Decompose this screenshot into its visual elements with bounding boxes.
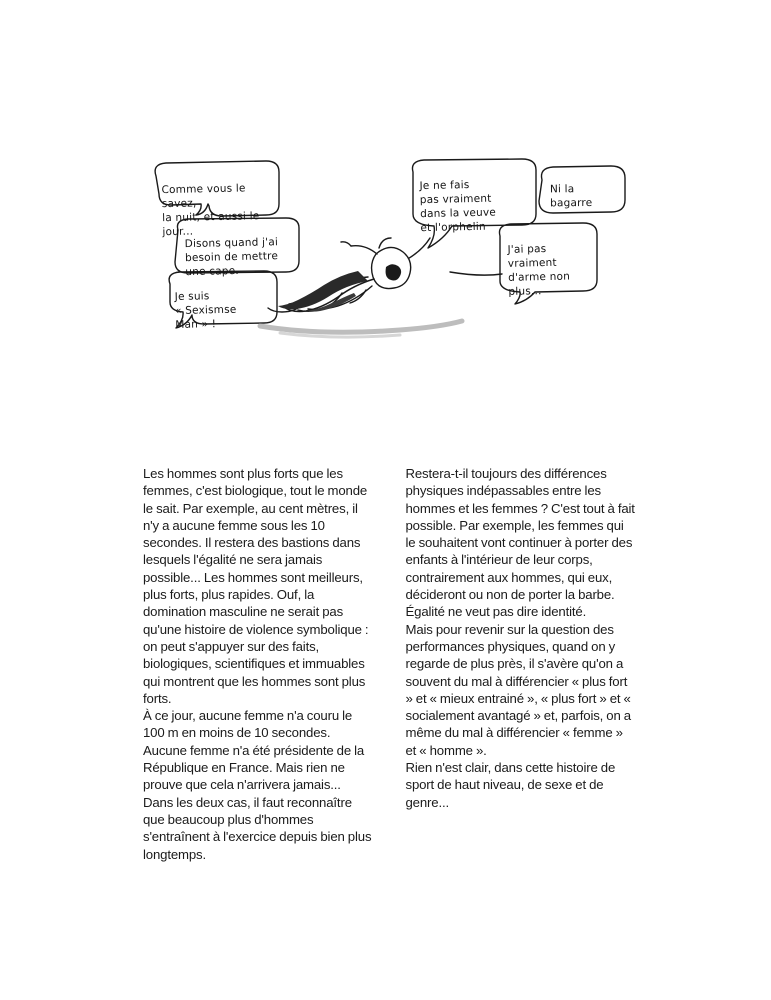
paragraph: Restera-t-il toujours des différences physiques indépassables entre les hommes et les femmes ? C'est tout à fait possible. Par exemple, les femmes qui le souhaitent vont continuer à porter des enfants à l'intérieur de leur corps, contrairement aux hommes, qui eux, décideront ou non de porter la barbe. Égalité ne veut pas dire identité.	[405, 466, 635, 620]
right-column	[406, 465, 636, 863]
paragraph: À ce jour, aucune femme n'a couru le 100 m en moins de 10 secondes. Aucune femme n'a été présidente de la République en France. Mais rien ne prouve que cela n'arrivera jamais... Dans les deux cas, il faut reconnaître que beaucoup plus d'hommes s'entraînent à l'exercice depuis bien plus longtemps.	[143, 708, 372, 862]
speech-bubble-1: Comme vous le savez, la nuit, et aussi le jour...	[161, 182, 260, 239]
body-columns	[143, 465, 635, 863]
comic-illustration	[130, 150, 650, 370]
speech-bubble-5: Ni la bagarre	[549, 183, 593, 210]
left-column	[143, 465, 373, 863]
speech-bubble-6: J'ai pas vraiment d'arme non plus...	[507, 243, 571, 298]
paragraph: Les hommes sont plus forts que les femmes, c'est biologique, tout le monde le sait. Par exemple, au cent mètres, il n'y a aucune femme sous les 10 secondes. Il restera des bastions dans lesquels l'égalité ne sera jamais possible... Les hommes sont meilleurs, plus forts, plus rapides. Ouf, la domination masculine ne serait pas qu'une histoire de violence symbolique : on peut s'appuyer sur des faits, biologiques, scientifiques et immuables qui montrent que les hommes sont plus forts.	[143, 466, 369, 706]
paragraph: Rien n'est clair, dans cette histoire de sport de haut niveau, de sexe et de genre...	[405, 760, 616, 810]
speech-bubble-3: Je suis « Sexismse Man » !	[174, 290, 237, 331]
speech-bubble-4: Je ne fais pas vraiment dans la veuve et l'orphelin	[419, 179, 497, 235]
paragraph: Mais pour revenir sur la question des performances physiques, quand on y regarde de plus près, il s'avère qu'on a souvent du mal à différencier « plus fort » et « mieux entrainé », « plus fort » et « socialement avantagé » et, parfois, on a même du mal à différencier « femme » et « homme ».	[405, 621, 631, 758]
speech-bubble-2: Disons quand j'ai besoin de mettre une cape.	[184, 236, 279, 279]
